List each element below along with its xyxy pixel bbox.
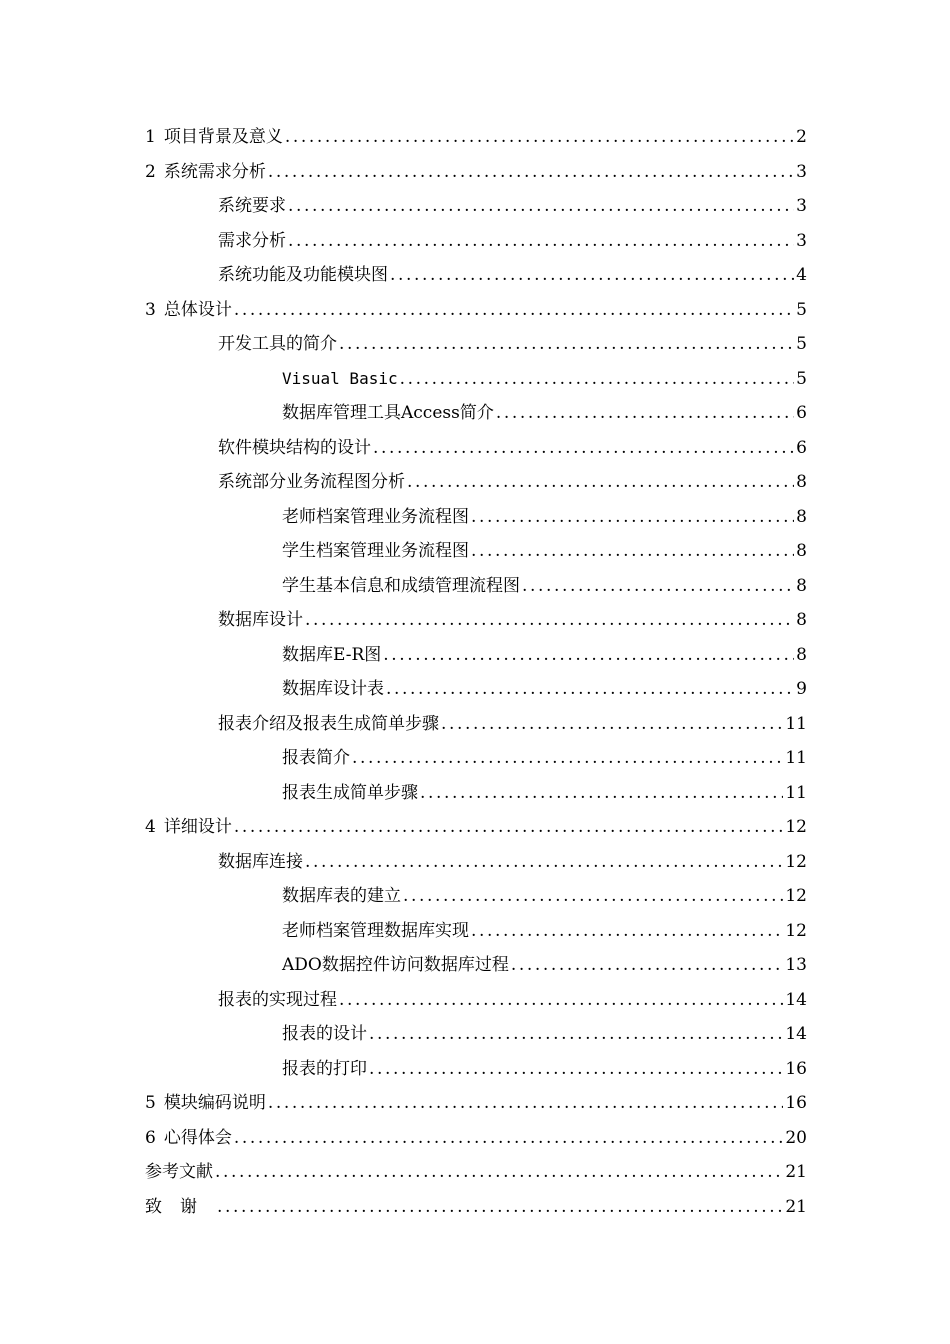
toc-entry-title: ADO数据控件访问数据库过程 (282, 955, 509, 976)
toc-entry-number: 4 (145, 817, 156, 838)
toc-entry-title: Visual Basic (282, 368, 398, 388)
toc-entry-title: 需求分析 (218, 230, 286, 251)
toc-dot-leader (234, 1128, 784, 1148)
toc-entry-title: 数据库表的建立 (282, 886, 401, 907)
toc-dot-leader (522, 576, 794, 596)
toc-dot-leader (288, 196, 794, 216)
toc-entry-page: 8 (796, 610, 807, 631)
toc-entry[interactable] (145, 1155, 807, 1190)
toc-entry[interactable] (145, 845, 807, 880)
toc-entry[interactable] (145, 810, 807, 845)
toc-entry[interactable] (145, 638, 807, 673)
toc-entry-page: 9 (796, 679, 807, 700)
toc-entry-title: 系统部分业务流程图分析 (218, 472, 405, 493)
toc-entry-page: 21 (785, 1196, 807, 1217)
toc-entry-number: 2 (145, 161, 156, 182)
toc-entry-title: 数据库设计 (218, 610, 303, 631)
toc-entry[interactable] (145, 258, 807, 293)
toc-entry-title: 数据库连接 (218, 851, 303, 872)
toc-dot-leader (215, 1162, 783, 1182)
toc-dot-leader (390, 265, 794, 285)
toc-entry[interactable] (145, 224, 807, 259)
toc-entry-title: 老师档案管理业务流程图 (282, 506, 469, 527)
toc-entry-title: 项目背景及意义 (163, 127, 283, 148)
toc-entry-page: 14 (785, 989, 807, 1010)
toc-entry-number: 3 (145, 299, 156, 320)
toc-entry-title: 模块编码说明 (163, 1093, 266, 1114)
toc-dot-leader (386, 679, 794, 699)
toc-dot-leader (373, 438, 794, 458)
toc-entry[interactable] (145, 1086, 807, 1121)
toc-dot-leader (268, 1093, 784, 1113)
toc-entry-title: 详细设计 (163, 817, 232, 838)
toc-entry-page: 13 (785, 955, 807, 976)
toc-entry-page: 4 (796, 265, 807, 286)
toc-dot-leader (407, 472, 794, 492)
toc-entry-page: 8 (796, 644, 807, 665)
toc-dot-leader (403, 886, 783, 906)
toc-entry-title: 软件模块结构的设计 (218, 437, 371, 458)
toc-dot-leader (369, 1024, 783, 1044)
toc-dot-leader (352, 748, 783, 768)
toc-entry-title: 报表的打印 (282, 1058, 367, 1079)
toc-entry[interactable] (145, 327, 807, 362)
toc-entry-page: 16 (785, 1058, 807, 1079)
toc-entry[interactable] (145, 569, 807, 604)
toc-dot-leader (268, 162, 794, 182)
toc-entry[interactable] (145, 534, 807, 569)
toc-entry-title: 开发工具的简介 (218, 334, 337, 355)
toc-entry[interactable] (145, 120, 807, 155)
toc-entry-title: 系统功能及功能模块图 (218, 265, 388, 286)
toc-dot-leader (339, 334, 794, 354)
toc-dot-leader (369, 1059, 783, 1079)
toc-dot-leader (471, 507, 794, 527)
toc-dot-leader (339, 990, 783, 1010)
toc-entry-title: 数据库设计表 (282, 679, 384, 700)
toc-entry-title: 报表的设计 (282, 1024, 367, 1045)
toc-entry-title: 学生档案管理业务流程图 (282, 541, 469, 562)
toc-entry-page: 8 (796, 506, 807, 527)
toc-entry-title: 报表介绍及报表生成简单步骤 (218, 713, 439, 734)
toc-entry[interactable] (145, 776, 807, 811)
toc-dot-leader (305, 610, 794, 630)
toc-entry[interactable] (145, 465, 807, 500)
toc-entry[interactable] (145, 1190, 807, 1225)
toc-entry-page: 5 (796, 299, 807, 320)
toc-entry-page: 8 (796, 575, 807, 596)
toc-entry[interactable] (145, 672, 807, 707)
toc-entry[interactable] (145, 155, 807, 190)
toc-entry[interactable] (145, 362, 807, 397)
toc-entry-title: 系统需求分析 (163, 161, 266, 182)
toc-entry-page: 12 (785, 920, 807, 941)
toc-entry-page: 12 (785, 886, 807, 907)
toc-dot-leader (285, 127, 794, 147)
toc-dot-leader (217, 1197, 783, 1217)
toc-entry[interactable] (145, 1017, 807, 1052)
toc-entry-page: 12 (785, 851, 807, 872)
toc-entry-title: 心得体会 (163, 1127, 232, 1148)
toc-dot-leader (420, 783, 783, 803)
toc-entry-page: 3 (796, 230, 807, 251)
toc-dot-leader (305, 852, 783, 872)
toc-entry-title: 数据库管理工具Access简介 (282, 403, 494, 424)
toc-entry[interactable] (145, 948, 807, 983)
toc-entry-page: 12 (785, 817, 807, 838)
toc-entry[interactable] (145, 396, 807, 431)
toc-entry-page: 8 (796, 541, 807, 562)
toc-dot-leader (496, 403, 794, 423)
toc-dot-leader (471, 921, 783, 941)
toc-entry[interactable] (145, 707, 807, 742)
toc-entry[interactable] (145, 1121, 807, 1156)
toc-entry-page: 21 (785, 1162, 807, 1183)
toc-dot-leader (234, 300, 794, 320)
toc-entry-title: 参考文献 (145, 1162, 213, 1183)
toc-entry-page: 11 (785, 748, 807, 769)
toc-entry-title: 数据库E-R图 (282, 644, 382, 665)
toc-entry[interactable] (145, 189, 807, 224)
toc-dot-leader (234, 817, 784, 837)
toc-dot-leader (383, 645, 794, 665)
toc-entry-page: 11 (785, 782, 807, 803)
toc-entry-page: 2 (796, 127, 807, 148)
toc-entry-page: 8 (796, 472, 807, 493)
toc-entry[interactable] (145, 431, 807, 466)
toc-dot-leader (288, 231, 794, 251)
toc-entry[interactable] (145, 603, 807, 638)
toc-entry[interactable] (145, 741, 807, 776)
toc-dot-leader (511, 955, 784, 975)
toc-entry-page: 16 (785, 1093, 807, 1114)
toc-entry[interactable] (145, 500, 807, 535)
toc-entry-number: 1 (145, 127, 156, 148)
table-of-contents (145, 120, 807, 1224)
toc-entry-page: 5 (796, 334, 807, 355)
toc-entry-title: 报表生成简单步骤 (282, 782, 418, 803)
toc-entry[interactable] (145, 879, 807, 914)
toc-entry-title: 老师档案管理数据库实现 (282, 920, 469, 941)
toc-entry-number: 5 (145, 1093, 156, 1114)
toc-entry-page: 20 (785, 1127, 807, 1148)
toc-entry-page: 14 (785, 1024, 807, 1045)
toc-entry-page: 3 (796, 196, 807, 217)
toc-dot-leader (400, 369, 795, 389)
toc-entry[interactable] (145, 914, 807, 949)
toc-entry-title: 致谢 (145, 1196, 215, 1217)
toc-entry-title: 系统要求 (218, 196, 286, 217)
toc-dot-leader (471, 541, 794, 561)
toc-entry-title: 报表的实现过程 (218, 989, 337, 1010)
toc-entry[interactable] (145, 293, 807, 328)
toc-entry-page: 6 (796, 437, 807, 458)
toc-entry[interactable] (145, 983, 807, 1018)
toc-entry-page: 5 (796, 368, 807, 389)
toc-entry-page: 11 (785, 713, 807, 734)
toc-entry-title: 报表简介 (282, 748, 350, 769)
toc-entry-title: 总体设计 (163, 299, 232, 320)
toc-entry[interactable] (145, 1052, 807, 1087)
toc-entry-title: 学生基本信息和成绩管理流程图 (282, 575, 520, 596)
toc-entry-page: 6 (796, 403, 807, 424)
toc-entry-number: 6 (145, 1127, 156, 1148)
toc-dot-leader (441, 714, 783, 734)
toc-entry-page: 3 (796, 161, 807, 182)
